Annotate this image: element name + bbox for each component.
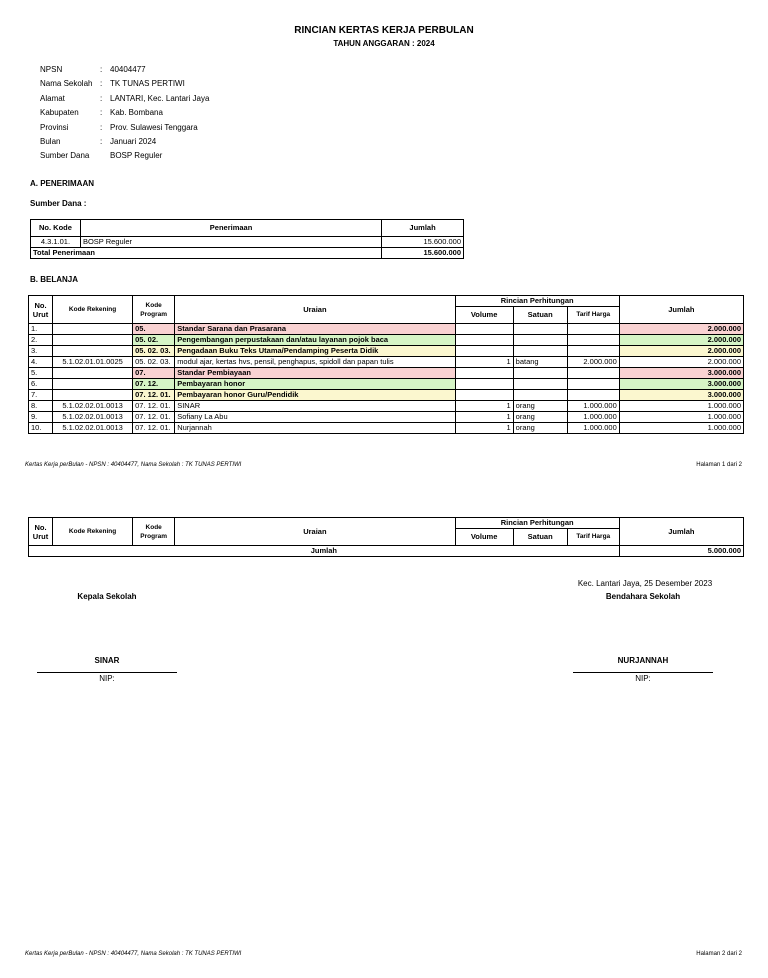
total-row (29, 546, 744, 557)
cell-satuan (513, 390, 567, 401)
cell-tarif (567, 346, 619, 357)
cell-tarif: 1.000.000 (567, 423, 619, 434)
penerimaan-table (30, 219, 464, 259)
cell-tarif: 1.000.000 (567, 412, 619, 423)
col-header: No. Kode (31, 220, 81, 237)
cell-satuan: orang (513, 412, 567, 423)
right-signer-name: NURJANNAH (617, 656, 669, 665)
cell-rekening: 5.1.02.01.01.0025 (53, 357, 133, 368)
info-value: Prov. Sulawesi Tenggara (110, 122, 198, 132)
col-header-satuan: Satuan (513, 307, 567, 324)
section-belanja-heading: B. BELANJA (30, 275, 79, 284)
total-row (31, 248, 464, 259)
cell-program: 07. (133, 368, 175, 379)
info-label: Bulan (40, 136, 61, 146)
cell-no: 6. (29, 379, 53, 390)
school-info (40, 63, 209, 164)
cell-satuan (513, 324, 567, 335)
col-header-no: No. Urut (29, 518, 53, 546)
cell-rekening: 5.1.02.02.01.0013 (53, 423, 133, 434)
cell-tarif (567, 379, 619, 390)
cell-satuan: orang (513, 401, 567, 412)
info-separator: : (100, 65, 103, 74)
table-row (29, 379, 744, 390)
col-header-program: Kode Program (133, 296, 175, 324)
info-value: TK TUNAS PERTIWI (110, 79, 185, 89)
cell-uraian: Standar Pembiayaan (175, 368, 455, 379)
cell-no: 2. (29, 335, 53, 346)
cell-tarif (567, 390, 619, 401)
cell-no: 7. (29, 390, 53, 401)
info-separator: : (100, 122, 103, 132)
table-row (29, 346, 744, 357)
info-label: Kabupaten (40, 108, 79, 118)
info-value: LANTARI, Kec. Lantari Jaya (110, 93, 210, 103)
right-signer-nip: NIP: (635, 674, 651, 683)
cell-satuan: orang (513, 423, 567, 434)
cell-jumlah: 1.000.000 (619, 423, 743, 434)
left-signer-name: SINAR (94, 656, 120, 665)
cell-no: 4. (29, 357, 53, 368)
table-row (29, 401, 744, 412)
table-row (29, 368, 744, 379)
cell-volume (455, 379, 513, 390)
col-header: Jumlah (382, 220, 464, 237)
col-header-rincian: Rincian Perhitungan (455, 518, 619, 529)
cell-volume: 1 (455, 357, 513, 368)
cell-rekening (53, 390, 133, 401)
table-row (29, 324, 744, 335)
table-row (29, 423, 744, 434)
cell-no: 3. (29, 346, 53, 357)
table-row (29, 335, 744, 346)
col-header-tarif: Tarif Harga (567, 307, 619, 324)
info-row (40, 149, 209, 163)
table-row (29, 412, 744, 423)
col-header: Penerimaan (80, 220, 381, 237)
cell-volume (455, 390, 513, 401)
info-label: Alamat (40, 93, 65, 103)
cell-rekening (53, 379, 133, 390)
cell-program: 05. 02. 03. (133, 357, 175, 368)
info-separator: : (100, 108, 103, 118)
cell-no: 8. (29, 401, 53, 412)
cell-uraian: Pengembangan perpustakaan dan/atau layanan pojok baca (175, 335, 455, 346)
cell-jumlah: 1.000.000 (619, 412, 743, 423)
info-label: NPSN (40, 65, 63, 74)
info-value: Kab. Bombana (110, 108, 163, 118)
col-header-uraian: Uraian (175, 518, 455, 546)
cell-uraian: Nurjannah (175, 423, 455, 434)
cell-uraian: Pembayaran honor (175, 379, 455, 390)
cell-tarif (567, 324, 619, 335)
cell-satuan (513, 368, 567, 379)
info-separator: : (100, 93, 103, 103)
cell-program: 07. 12. 01. (133, 412, 175, 423)
cell-volume (455, 324, 513, 335)
table-header-row (31, 220, 464, 237)
page-number: Halaman 1 dari 2 (696, 462, 742, 468)
total-label: Total Penerimaan (31, 248, 382, 259)
info-row (40, 121, 209, 135)
col-header-rincian: Rincian Perhitungan (455, 296, 619, 307)
info-value: BOSP Reguler (110, 151, 163, 161)
cell-rekening (53, 346, 133, 357)
cell-jumlah: 15.600.000 (382, 237, 464, 248)
cell-uraian: Pengadaan Buku Teks Utama/Pendamping Peserta Didik (175, 346, 455, 357)
cell-volume: 1 (455, 401, 513, 412)
col-header-uraian: Uraian (175, 296, 455, 324)
cell-volume: 1 (455, 423, 513, 434)
cell-rekening (53, 368, 133, 379)
cell-volume (455, 368, 513, 379)
col-header-no: No. Urut (29, 296, 53, 324)
cell-jumlah: 3.000.000 (619, 379, 743, 390)
table-row (29, 390, 744, 401)
left-signature-line (37, 672, 177, 673)
total-value: 15.600.000 (382, 248, 464, 259)
info-value: Januari 2024 (110, 136, 157, 146)
cell-rekening (53, 335, 133, 346)
cell-no: 10. (29, 423, 53, 434)
footer-text: Kertas Kerja perBulan - NPSN : 40404477, Nama Sekolah : TK TUNAS PERTIWI (25, 951, 242, 957)
cell-no: 5. (29, 368, 53, 379)
col-header-tarif: Tarif Harga (567, 529, 619, 546)
col-header-jumlah: Jumlah (619, 518, 743, 546)
col-header-satuan: Satuan (513, 529, 567, 546)
cell-tarif (567, 368, 619, 379)
cell-satuan (513, 379, 567, 390)
col-header-rekening: Kode Rekening (53, 518, 133, 546)
cell-tarif: 2.000.000 (567, 357, 619, 368)
cell-rekening (53, 324, 133, 335)
cell-program: 05. 02. 03. (133, 346, 175, 357)
cell-uraian: Pembayaran honor Guru/Pendidik (175, 390, 455, 401)
cell-volume: 1 (455, 412, 513, 423)
cell-kode: 4.3.1.01. (31, 237, 81, 248)
cell-satuan: batang (513, 357, 567, 368)
cell-program: 07. 12. (133, 379, 175, 390)
cell-no: 1. (29, 324, 53, 335)
cell-jumlah: 2.000.000 (619, 324, 743, 335)
cell-rekening: 5.1.02.02.01.0013 (53, 401, 133, 412)
cell-jumlah: 2.000.000 (619, 346, 743, 357)
info-separator: : (100, 136, 103, 146)
cell-program: 07. 12. 01. (133, 423, 175, 434)
cell-jumlah: 3.000.000 (619, 390, 743, 401)
cell-rekening: 5.1.02.02.01.0013 (53, 412, 133, 423)
cell-program: 07. 12. 01. (133, 401, 175, 412)
document-title: RINCIAN KERTAS KERJA PERBULAN (294, 25, 474, 36)
cell-satuan (513, 335, 567, 346)
info-value: 40404477 (110, 65, 146, 74)
document-subtitle: TAHUN ANGGARAN : 2024 (333, 39, 435, 48)
cell-program: 05. 02. (133, 335, 175, 346)
cell-uraian: Standar Sarana dan Prasarana (175, 324, 455, 335)
belanja-table (28, 295, 744, 434)
info-row (40, 135, 209, 149)
info-row (40, 92, 209, 106)
info-row (40, 77, 209, 91)
col-header-jumlah: Jumlah (619, 296, 743, 324)
page-number: Halaman 2 dari 2 (696, 951, 742, 957)
total-label: Jumlah (29, 546, 620, 557)
col-header-rekening: Kode Rekening (53, 296, 133, 324)
table-row (29, 357, 744, 368)
cell-volume (455, 346, 513, 357)
footer-text: Kertas Kerja perBulan - NPSN : 40404477, Nama Sekolah : TK TUNAS PERTIWI (25, 462, 242, 468)
info-label: Nama Sekolah (40, 79, 93, 89)
info-row (40, 63, 209, 77)
table-header-row (29, 518, 744, 529)
section-penerimaan-heading: A. PENERIMAAN (30, 179, 95, 188)
total-value: 5.000.000 (619, 546, 743, 557)
table-header-row (29, 296, 744, 307)
cell-satuan (513, 346, 567, 357)
info-separator: : (100, 79, 103, 89)
col-header-program: Kode Program (133, 518, 175, 546)
cell-jumlah: 3.000.000 (619, 368, 743, 379)
left-signer-title: Kepala Sekolah (77, 592, 137, 601)
cell-tarif: 1.000.000 (567, 401, 619, 412)
right-signer-title: Bendahara Sekolah (605, 592, 681, 601)
cell-no: 9. (29, 412, 53, 423)
left-signer-nip: NIP: (99, 674, 115, 683)
cell-uraian: Sofiany La Abu (175, 412, 455, 423)
cell-uraian: modul ajar, kertas hvs, pensil, penghapus, spidoll dan papan tulis (175, 357, 455, 368)
cell-jumlah: 2.000.000 (619, 335, 743, 346)
right-signature-line (573, 672, 713, 673)
cell-jumlah: 1.000.000 (619, 401, 743, 412)
cell-tarif (567, 335, 619, 346)
belanja-summary-table (28, 517, 744, 557)
info-row (40, 106, 209, 120)
cell-program: 07. 12. 01. (133, 390, 175, 401)
info-label: Sumber Dana (40, 151, 90, 161)
cell-penerimaan: BOSP Reguler (80, 237, 381, 248)
cell-uraian: SINAR (175, 401, 455, 412)
col-header-volume: Volume (455, 307, 513, 324)
table-row (31, 237, 464, 248)
cell-jumlah: 2.000.000 (619, 357, 743, 368)
place-date: Kec. Lantari Jaya, 25 Desember 2023 (577, 579, 713, 588)
cell-volume (455, 335, 513, 346)
col-header-volume: Volume (455, 529, 513, 546)
cell-program: 05. (133, 324, 175, 335)
info-label: Provinsi (40, 122, 69, 132)
sumber-dana-label: Sumber Dana : (30, 199, 87, 208)
